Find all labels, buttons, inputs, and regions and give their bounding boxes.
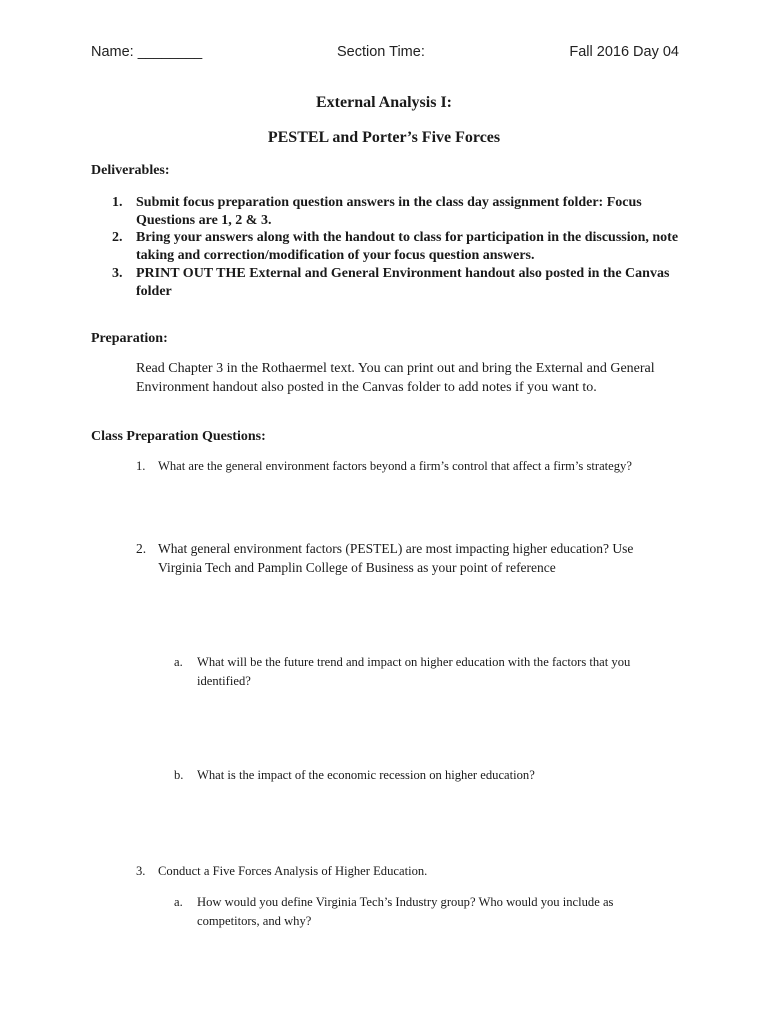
document-title: External Analysis I: <box>315 94 452 111</box>
deliverable-text: Bring your answers along with the handout to class for participation in the discussion, note taking and correction/modification of your focus question answers. <box>136 230 679 263</box>
term-label: Fall 2016 Day 04 <box>569 44 679 60</box>
question-text: Conduct a Five Forces Analysis of Higher Education. <box>158 864 428 878</box>
deliverable-text: Submit focus preparation question answers in the class day assignment folder: Focus Questions are 1, 2 & 3. <box>136 195 642 228</box>
class-questions-heading: Class Preparation Questions: <box>91 429 266 444</box>
deliverable-item <box>112 194 702 230</box>
question-number: 2. <box>136 541 147 556</box>
deliverables-heading: Deliverables: <box>91 163 170 178</box>
deliverable-number: 2. <box>112 230 123 245</box>
question-number: a. <box>174 655 183 669</box>
deliverable-number: 1. <box>112 195 123 210</box>
deliverable-text: PRINT OUT THE External and General Environment handout also posted in the Canvas folder <box>136 266 670 299</box>
question-number: 1. <box>136 459 146 473</box>
deliverable-item <box>112 265 702 301</box>
question-text: How would you define Virginia Tech’s Industry group? Who would you include as competitors, and why? <box>197 895 614 928</box>
question-text: What is the impact of the economic recession on higher education? <box>197 768 535 782</box>
page-header <box>91 44 679 64</box>
question-number: 3. <box>136 864 146 878</box>
question-number: a. <box>174 895 183 909</box>
question-text: What are the general environment factors beyond a firm’s control that affect a firm’s strategy? <box>158 459 632 473</box>
document-subtitle: PESTEL and Porter’s Five Forces <box>267 129 501 146</box>
section-time-label: Section Time: <box>337 44 425 60</box>
name-field-label: Name: ________ <box>91 44 203 60</box>
deliverable-number: 3. <box>112 266 123 281</box>
question-text: What general environment factors (PESTEL) are most impacting higher education? Use Virginia Tech and Pamplin College of Business as your point of reference <box>158 541 634 575</box>
preparation-text: Read Chapter 3 in the Rothaermel text. You can print out and bring the External and General Environment handout also posted in the Canvas folder to add notes if you want to. <box>136 361 655 395</box>
deliverable-item <box>112 229 702 265</box>
question-text: What will be the future trend and impact on higher education with the factors that you identified? <box>197 655 631 688</box>
question-number: b. <box>174 768 184 782</box>
preparation-heading: Preparation: <box>91 331 168 346</box>
